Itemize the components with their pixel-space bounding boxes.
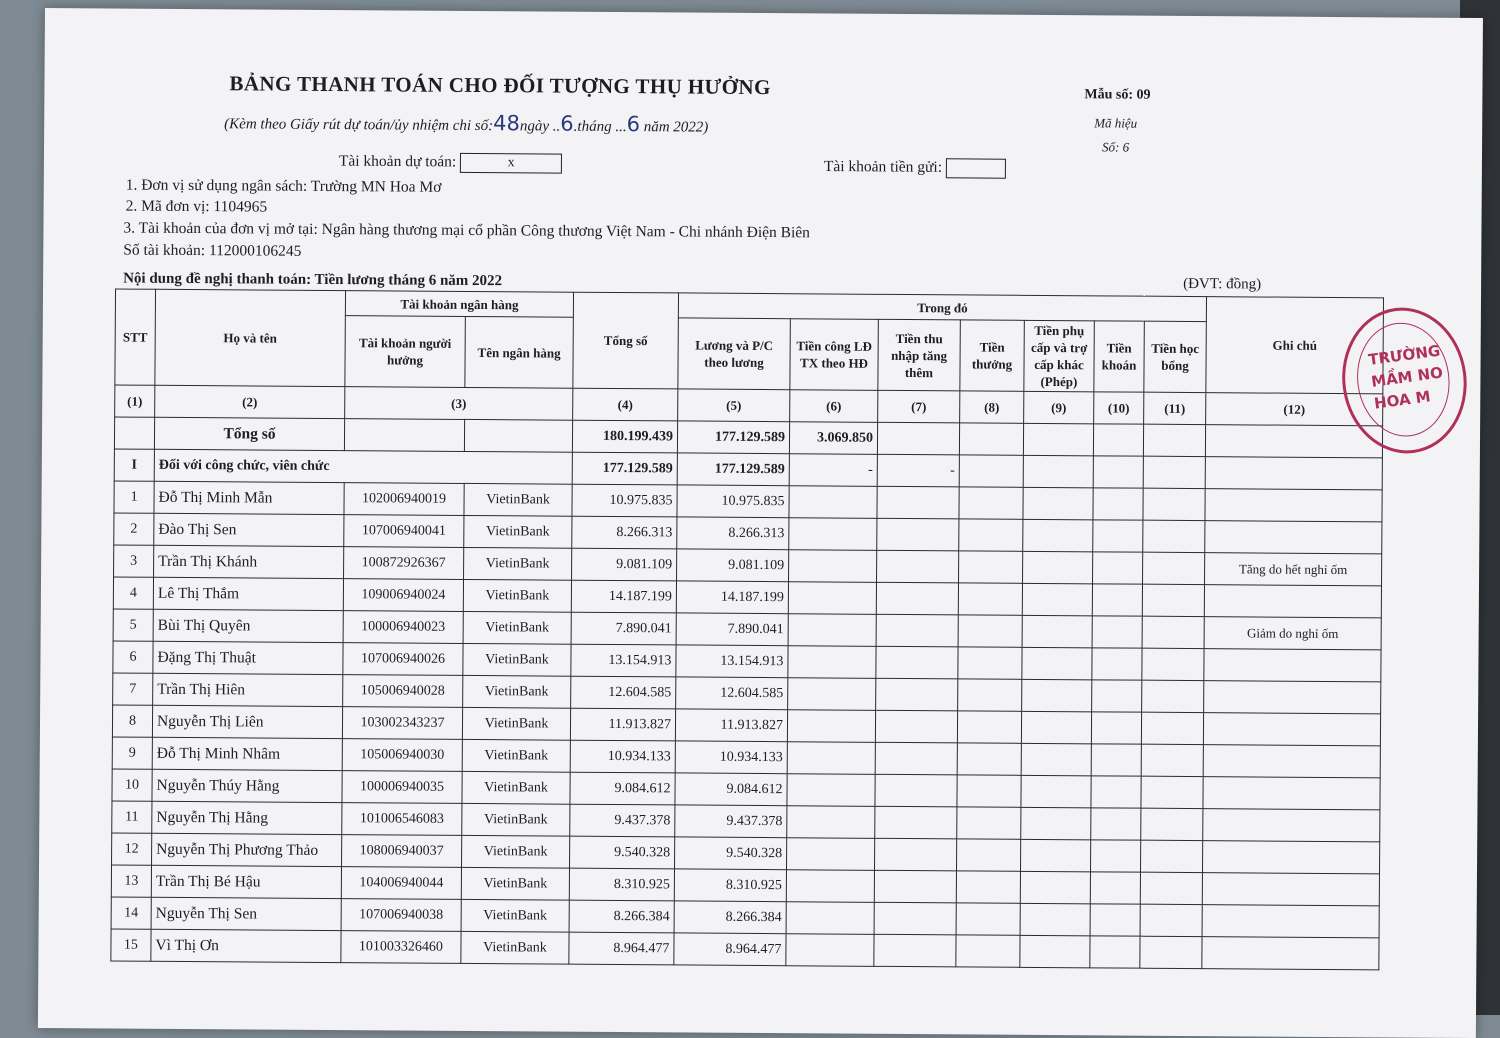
row-name: Trần Thị Bé Hậu xyxy=(151,865,341,898)
row-name: Trần Thị Hiên xyxy=(153,673,343,706)
row-bank: VietinBank xyxy=(463,579,571,612)
row-total: 8.964.477 xyxy=(569,932,674,965)
row-stt: 4 xyxy=(113,577,153,609)
row-allowance xyxy=(1020,839,1090,871)
row-bonus xyxy=(957,775,1021,807)
col-bonus: Tiền thưởng xyxy=(960,320,1024,391)
row-extra-income xyxy=(874,902,956,935)
row-lump-sum xyxy=(1090,936,1140,968)
row-account: 100872926367 xyxy=(344,547,464,580)
row-total: 11.913.827 xyxy=(570,708,675,741)
row-bank: VietinBank xyxy=(462,707,570,740)
row-bonus xyxy=(956,871,1020,903)
budget-account: Tài khoản dự toán: x xyxy=(339,152,562,174)
row-stt: 7 xyxy=(113,673,153,705)
row-stt: 2 xyxy=(114,513,154,545)
info-bank: 3. Tài khoản của đơn vị mở tại: Ngân hàng thương mại cổ phần Công thương Việt Nam - Chi nhánh Điện Biên xyxy=(123,219,811,242)
row-name: Vì Thị Ơn xyxy=(151,929,341,962)
row-account: 104006940044 xyxy=(341,867,461,900)
row-total: 9.084.612 xyxy=(570,772,675,805)
row-stt: 14 xyxy=(111,897,151,929)
row-allowance xyxy=(1023,487,1093,519)
row-total: 8.310.925 xyxy=(569,868,674,901)
totals-label: Tổng số xyxy=(154,417,344,450)
row-bonus xyxy=(957,807,1021,839)
info-unit: 1. Đơn vị sử dụng ngân sách: Trường MN Hoa Mơ xyxy=(125,176,442,196)
col-breakdown-group: Trong đó xyxy=(678,293,1206,322)
row-stt: 3 xyxy=(114,545,154,577)
row-lump-sum xyxy=(1091,776,1141,808)
unit-label: (ĐVT: đồng) xyxy=(1183,275,1262,293)
col-beneficiary-account: Tài khoản người hưởng xyxy=(345,316,465,388)
row-account: 107006940026 xyxy=(343,643,463,676)
row-note xyxy=(1203,809,1380,842)
row-lump-sum xyxy=(1093,520,1143,552)
row-extra-income xyxy=(876,614,958,647)
row-salary: 8.266.313 xyxy=(677,517,789,550)
row-extra-income xyxy=(876,646,958,679)
row-salary: 8.310.925 xyxy=(674,869,786,902)
row-contract-wage xyxy=(789,518,877,551)
row-scholarship xyxy=(1141,776,1203,808)
row-extra-income xyxy=(875,710,957,743)
row-account: 103002343237 xyxy=(342,707,462,740)
row-bank: VietinBank xyxy=(464,547,572,580)
row-salary: 10.934.133 xyxy=(675,741,787,774)
row-stt: 8 xyxy=(112,705,152,737)
row-total: 13.154.913 xyxy=(571,644,676,677)
row-note xyxy=(1203,777,1380,810)
row-scholarship xyxy=(1140,872,1202,904)
row-salary: 10.975.835 xyxy=(677,485,789,518)
row-allowance xyxy=(1022,583,1092,615)
row-account: 101006546083 xyxy=(342,803,462,836)
row-salary: 14.187.199 xyxy=(676,581,788,614)
row-salary: 12.604.585 xyxy=(676,677,788,710)
row-extra-income xyxy=(876,582,958,615)
row-extra-income xyxy=(875,838,957,871)
row-allowance xyxy=(1022,615,1092,647)
row-name: Trần Thị Khánh xyxy=(154,545,344,578)
row-bank: VietinBank xyxy=(462,771,570,804)
row-bonus xyxy=(959,487,1023,519)
row-total: 14.187.199 xyxy=(571,580,676,613)
row-allowance xyxy=(1022,679,1092,711)
row-lump-sum xyxy=(1092,616,1142,648)
col-contract-wage: Tiền công LĐ TX theo HĐ xyxy=(790,319,878,391)
row-allowance xyxy=(1020,871,1090,903)
handwritten-number: 48 xyxy=(493,111,520,136)
row-name: Nguyễn Thị Phương Thảo xyxy=(152,833,342,866)
row-bank: VietinBank xyxy=(463,611,571,644)
row-allowance xyxy=(1022,647,1092,679)
row-name: Đỗ Thị Minh Nhâm xyxy=(152,737,342,770)
totals-contract-wage: 3.069.850 xyxy=(789,422,877,455)
row-extra-income xyxy=(874,934,956,967)
row-note xyxy=(1205,521,1382,554)
row-allowance xyxy=(1021,807,1091,839)
row-scholarship xyxy=(1140,936,1202,968)
row-note: Tăng do hết nghỉ ốm xyxy=(1205,553,1382,586)
row-stt: 15 xyxy=(111,929,151,961)
row-lump-sum xyxy=(1091,808,1141,840)
payment-document xyxy=(38,8,1483,1038)
col-note: Ghi chú xyxy=(1206,297,1384,394)
row-note xyxy=(1203,841,1380,874)
group-total: 177.129.589 xyxy=(572,452,677,485)
row-bonus xyxy=(956,903,1020,935)
row-note xyxy=(1204,681,1381,714)
row-bonus xyxy=(957,743,1021,775)
row-scholarship xyxy=(1142,584,1204,616)
totals-total: 180.199.439 xyxy=(572,420,677,453)
row-lump-sum xyxy=(1090,872,1140,904)
row-stt: 6 xyxy=(113,641,153,673)
row-bank: VietinBank xyxy=(463,675,571,708)
row-salary: 9.437.378 xyxy=(675,805,787,838)
row-bank: VietinBank xyxy=(462,739,570,772)
row-lump-sum xyxy=(1091,744,1141,776)
row-allowance xyxy=(1021,711,1091,743)
row-lump-sum xyxy=(1092,680,1142,712)
row-salary: 9.540.328 xyxy=(675,837,787,870)
row-salary: 9.081.109 xyxy=(677,549,789,582)
row-scholarship xyxy=(1141,808,1203,840)
index-row: (1) (2) (3) (4) (5) (6) (7) (8) (9) (10) (11) (12) xyxy=(115,385,1383,426)
row-stt: 9 xyxy=(112,737,152,769)
col-scholarship: Tiền học bổng xyxy=(1144,321,1207,392)
row-account: 108006940037 xyxy=(342,835,462,868)
budget-account-box: x xyxy=(460,153,562,174)
row-lump-sum xyxy=(1092,584,1142,616)
row-note: Giảm do nghỉ ốm xyxy=(1204,617,1381,650)
row-note xyxy=(1205,489,1382,522)
row-name: Nguyễn Thị Liên xyxy=(152,705,342,738)
row-contract-wage xyxy=(788,678,876,711)
row-name: Nguyễn Thúy Hằng xyxy=(152,769,342,802)
row-account: 100006940035 xyxy=(342,771,462,804)
payment-content: Nội dung đề nghị thanh toán: Tiền lương tháng 6 năm 2022 xyxy=(123,270,503,290)
row-stt: 10 xyxy=(112,769,152,801)
row-account: 105006940030 xyxy=(342,739,462,772)
row-salary: 9.084.612 xyxy=(675,773,787,806)
row-account: 107006940041 xyxy=(344,515,464,548)
row-lump-sum xyxy=(1091,712,1141,744)
row-name: Đỗ Thị Minh Mẫn xyxy=(154,481,344,514)
row-name: Nguyễn Thị Sen xyxy=(151,897,341,930)
row-total: 9.081.109 xyxy=(572,548,677,581)
row-extra-income xyxy=(877,518,959,551)
number-label: Số: 6 xyxy=(1102,139,1130,155)
group-contract-wage: - xyxy=(789,454,877,487)
row-bank: VietinBank xyxy=(464,483,572,516)
row-contract-wage xyxy=(788,614,876,647)
row-salary: 11.913.827 xyxy=(675,709,787,742)
col-extra-income: Tiền thu nhập tăng thêm xyxy=(878,319,960,391)
row-account: 109006940024 xyxy=(343,579,463,612)
row-name: Nguyễn Thị Hằng xyxy=(152,801,342,834)
col-stt: STT xyxy=(115,289,156,385)
row-bonus xyxy=(958,647,1022,679)
row-salary: 13.154.913 xyxy=(676,645,788,678)
row-contract-wage xyxy=(786,870,874,903)
deposit-account-box xyxy=(946,158,1006,178)
row-extra-income xyxy=(876,678,958,711)
info-account-number: Số tài khoản: 112000106245 xyxy=(123,241,302,260)
row-bank: VietinBank xyxy=(462,803,570,836)
row-bonus xyxy=(956,935,1020,967)
row-bonus xyxy=(959,519,1023,551)
row-scholarship xyxy=(1141,744,1203,776)
school-stamp: TRƯỜNG MẦM NO HOA M xyxy=(1333,300,1475,461)
row-salary: 8.266.384 xyxy=(674,901,786,934)
group-extra-income: - xyxy=(877,454,959,487)
row-scholarship xyxy=(1142,680,1204,712)
row-contract-wage xyxy=(786,934,874,967)
row-total: 10.934.133 xyxy=(570,740,675,773)
row-total: 9.437.378 xyxy=(570,804,675,837)
row-extra-income xyxy=(875,806,957,839)
row-salary: 7.890.041 xyxy=(676,613,788,646)
row-contract-wage xyxy=(787,774,875,807)
group-label: Đối với công chức, viên chức xyxy=(154,449,572,484)
row-bonus xyxy=(958,679,1022,711)
row-note xyxy=(1202,873,1379,906)
row-allowance xyxy=(1021,743,1091,775)
row-extra-income xyxy=(877,550,959,583)
row-contract-wage xyxy=(787,806,875,839)
row-scholarship xyxy=(1142,648,1204,680)
row-account: 100006940023 xyxy=(343,611,463,644)
row-stt: 13 xyxy=(111,865,151,897)
row-extra-income xyxy=(875,774,957,807)
row-note xyxy=(1204,649,1381,682)
row-allowance xyxy=(1023,551,1093,583)
handwritten-month: 6 xyxy=(626,112,641,137)
row-contract-wage xyxy=(788,582,876,615)
row-allowance xyxy=(1023,519,1093,551)
col-lump-sum: Tiền khoán xyxy=(1094,321,1144,392)
row-total: 10.975.835 xyxy=(572,484,677,517)
row-scholarship xyxy=(1140,904,1202,936)
row-bonus xyxy=(959,551,1023,583)
col-name: Họ và tên xyxy=(155,289,346,386)
info-unit-code: 2. Mã đơn vị: 1104965 xyxy=(125,197,268,216)
row-lump-sum xyxy=(1090,904,1140,936)
row-lump-sum xyxy=(1093,552,1143,584)
row-scholarship xyxy=(1143,488,1205,520)
row-note xyxy=(1203,713,1380,746)
document-subtitle: (Kèm theo Giấy rút dự toán/ủy nhiệm chi số:48ngày ..6.tháng ...6 năm 2022) xyxy=(224,111,709,137)
group-roman: I xyxy=(114,449,154,481)
row-allowance xyxy=(1021,775,1091,807)
row-scholarship xyxy=(1140,840,1202,872)
row-lump-sum xyxy=(1092,648,1142,680)
row-name: Đặng Thị Thuật xyxy=(153,641,343,674)
row-scholarship xyxy=(1141,712,1203,744)
row-contract-wage xyxy=(789,550,877,583)
row-bonus xyxy=(958,615,1022,647)
row-note xyxy=(1202,905,1379,938)
totals-salary: 177.129.589 xyxy=(677,421,789,454)
row-stt: 5 xyxy=(113,609,153,641)
row-bonus xyxy=(958,583,1022,615)
row-account: 102006940019 xyxy=(344,483,464,516)
row-allowance xyxy=(1020,935,1090,967)
row-account: 105006940028 xyxy=(343,675,463,708)
row-bank: VietinBank xyxy=(464,515,572,548)
col-bank-account-group: Tài khoản ngân hàng xyxy=(345,291,573,318)
row-scholarship xyxy=(1142,616,1204,648)
row-note xyxy=(1203,745,1380,778)
row-name: Đào Thị Sen xyxy=(154,513,344,546)
row-name: Lê Thị Thắm xyxy=(153,577,343,610)
row-allowance xyxy=(1020,903,1090,935)
row-scholarship xyxy=(1143,552,1205,584)
row-note xyxy=(1202,937,1379,970)
row-extra-income xyxy=(875,742,957,775)
row-total: 7.890.041 xyxy=(571,612,676,645)
group-salary: 177.129.589 xyxy=(677,453,789,486)
row-stt: 12 xyxy=(112,833,152,865)
form-number: Mẫu số: 09 xyxy=(1084,87,1151,103)
col-bank-name: Tên ngân hàng xyxy=(465,316,573,388)
row-stt: 1 xyxy=(114,481,154,513)
row-contract-wage xyxy=(787,838,875,871)
row-bonus xyxy=(957,711,1021,743)
row-contract-wage xyxy=(786,902,874,935)
row-extra-income xyxy=(877,486,959,519)
document-title: BẢNG THANH TOÁN CHO ĐỐI TƯỢNG THỤ HƯỞNG xyxy=(229,71,771,100)
row-scholarship xyxy=(1143,520,1205,552)
row-bank: VietinBank xyxy=(461,899,569,932)
row-contract-wage xyxy=(787,742,875,775)
row-contract-wage xyxy=(789,486,877,519)
handwritten-day: 6 xyxy=(560,111,574,136)
row-total: 9.540.328 xyxy=(570,836,675,869)
row-lump-sum xyxy=(1090,840,1140,872)
row-bank: VietinBank xyxy=(463,643,571,676)
row-stt: 11 xyxy=(112,801,152,833)
payment-table xyxy=(110,288,1384,970)
row-account: 101003326460 xyxy=(341,931,461,964)
row-note xyxy=(1204,585,1381,618)
row-total: 8.266.313 xyxy=(572,516,677,549)
row-contract-wage xyxy=(787,710,875,743)
row-account: 107006940038 xyxy=(341,899,461,932)
row-contract-wage xyxy=(788,646,876,679)
col-salary: Lương và P/C theo lương xyxy=(678,318,790,390)
row-bonus xyxy=(956,839,1020,871)
row-extra-income xyxy=(874,870,956,903)
deposit-account: Tài khoản tiền gửi: xyxy=(824,157,1006,178)
row-total: 8.266.384 xyxy=(569,900,674,933)
row-bank: VietinBank xyxy=(461,867,569,900)
row-salary: 8.964.477 xyxy=(674,933,786,966)
col-total: Tổng số xyxy=(573,292,679,389)
row-lump-sum xyxy=(1093,488,1143,520)
row-bank: VietinBank xyxy=(461,931,569,964)
code-label: Mã hiệu xyxy=(1094,115,1138,131)
row-name: Bùi Thị Quyên xyxy=(153,609,343,642)
row-total: 12.604.585 xyxy=(571,676,676,709)
col-allowance: Tiền phụ cấp và trợ cấp khác (Phép) xyxy=(1024,320,1094,391)
row-bank: VietinBank xyxy=(462,835,570,868)
